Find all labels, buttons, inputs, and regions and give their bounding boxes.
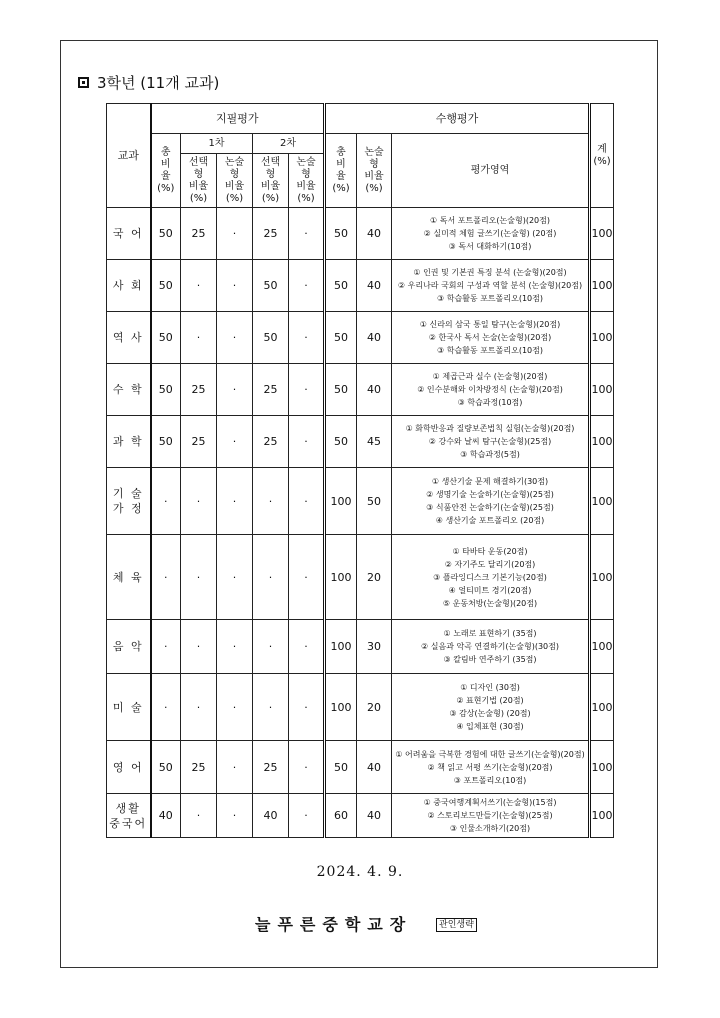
second-essay-cell: · [289, 620, 325, 674]
second-select-cell: 50 [253, 312, 289, 364]
total-cell: 100 [590, 416, 614, 468]
section-heading [78, 72, 219, 93]
area-cell [392, 312, 590, 364]
written-total-cell: · [151, 468, 181, 535]
perf-essay-cell: 40 [357, 794, 392, 838]
area-item: ① 타바타 운동(20점) [452, 546, 528, 556]
total-cell: 100 [590, 260, 614, 312]
area-item: ② 생명기술 논술하기(논술형)(25점) [426, 490, 554, 499]
area-item: ③ 인물소개하기(20점) [449, 824, 531, 833]
first-select-cell: · [181, 794, 217, 838]
subject-cell: 음 악 [107, 620, 151, 674]
area-item: ② 인수분해와 이차방정식 (논술형)(20점) [417, 385, 563, 394]
second-essay-cell: · [289, 416, 325, 468]
header-total: 계 (%) [590, 104, 614, 208]
total-cell: 100 [590, 741, 614, 794]
area-cell [392, 794, 590, 838]
total-cell: 100 [590, 364, 614, 416]
table-row [107, 620, 614, 674]
header-area: 평가영역 [392, 134, 590, 208]
area-item: ③ 포트폴리오(10점) [453, 775, 527, 785]
area-item: ① 제곱근과 실수 (논술형)(20점) [432, 372, 548, 381]
area-item: ③ 학습활동 포트폴리오(10점) [437, 294, 543, 303]
first-essay-cell: · [217, 535, 253, 620]
second-essay-cell: · [289, 364, 325, 416]
second-select-cell: · [253, 674, 289, 741]
area-item: ② 강수와 날씨 탐구(논술형)(25점) [428, 437, 552, 446]
first-select-cell: · [181, 312, 217, 364]
area-item: ① 노래로 표현하기 (35점) [443, 629, 537, 638]
area-item: ② 한국사 독서 논술(논술형)(20점) [428, 333, 552, 342]
area-item: ① 어려움을 극복한 경험에 대한 글쓰기(논술형)(20점) [395, 749, 585, 759]
table-row [107, 416, 614, 468]
perf-total-cell: 60 [325, 794, 357, 838]
written-total-cell: 50 [151, 312, 181, 364]
area-item: ② 표현기법 (20점) [456, 696, 524, 705]
area-item: ② 자기주도 달리기(20점) [444, 559, 536, 569]
header-performance: 수행평가 [325, 104, 590, 134]
first-essay-cell: · [217, 794, 253, 838]
first-essay-cell: · [217, 208, 253, 260]
perf-total-cell: 50 [325, 208, 357, 260]
table-row [107, 260, 614, 312]
second-essay-cell: · [289, 535, 325, 620]
header-written-total-ratio: 총 비 율 (%) [151, 134, 181, 208]
perf-essay-cell: 20 [357, 674, 392, 741]
written-total-cell: 50 [151, 416, 181, 468]
area-item: ④ 입체표현 (30점) [456, 722, 524, 731]
second-select-cell: 50 [253, 260, 289, 312]
second-select-cell: 25 [253, 741, 289, 794]
first-select-cell: 25 [181, 208, 217, 260]
second-select-cell: · [253, 620, 289, 674]
area-item: ③ 감상(논술형) (20점) [449, 709, 531, 718]
written-total-cell: 40 [151, 794, 181, 838]
first-essay-cell: · [217, 741, 253, 794]
perf-total-cell: 100 [325, 468, 357, 535]
header-second-exam: 2차 [253, 134, 325, 154]
evaluation-table [106, 103, 614, 838]
first-select-cell: 25 [181, 364, 217, 416]
signer-name: 늘푸른중학교장 [255, 915, 413, 934]
perf-essay-cell: 45 [357, 416, 392, 468]
header-perf-total-ratio: 총 비 율 (%) [325, 134, 357, 208]
first-select-cell: · [181, 674, 217, 741]
area-item: ② 책 읽고 서평 쓰기(논술형)(20점) [427, 762, 553, 772]
area-item: ① 디자인 (30점) [460, 683, 520, 692]
written-total-cell: · [151, 535, 181, 620]
written-total-cell: · [151, 620, 181, 674]
second-essay-cell: · [289, 468, 325, 535]
perf-total-cell: 50 [325, 260, 357, 312]
area-item: ① 독서 포트폴리오(논술형)(20점) [430, 216, 550, 225]
subject-cell: 미 술 [107, 674, 151, 741]
area-cell [392, 468, 590, 535]
subject-cell: 과 학 [107, 416, 151, 468]
perf-essay-cell: 30 [357, 620, 392, 674]
second-essay-cell: · [289, 674, 325, 741]
area-item: ③ 식품안전 논술하기(논술형)(25점) [426, 503, 554, 512]
table-row [107, 741, 614, 794]
area-cell [392, 208, 590, 260]
area-item: ④ 생산기술 포트폴리오 (20점) [435, 516, 545, 525]
first-select-cell: 25 [181, 741, 217, 794]
heading-text: 3학년 (11개 교과) [97, 74, 220, 92]
document-date: 2024. 4. 9. [316, 864, 404, 880]
area-item: ① 화학반응과 질량보존법칙 실험(논술형)(20점) [405, 424, 575, 433]
area-item: ③ 학습활동 포트폴리오(10점) [437, 346, 543, 355]
official-seal-note: 관인생략 [436, 918, 477, 932]
table-body [107, 208, 614, 838]
subject-cell: 기 술 가 정 [107, 468, 151, 535]
perf-essay-cell: 20 [357, 535, 392, 620]
area-item: ⑤ 운동처방(논술형)(20점) [442, 598, 538, 608]
area-item: ③ 학습과정(10점) [457, 398, 523, 407]
first-essay-cell: · [217, 364, 253, 416]
table-row [107, 468, 614, 535]
header-subject: 교과 [107, 104, 151, 208]
header-written: 지필평가 [151, 104, 325, 134]
first-select-cell: · [181, 468, 217, 535]
subject-cell: 생활 중국어 [107, 794, 151, 838]
subject-cell: 사 회 [107, 260, 151, 312]
perf-total-cell: 100 [325, 620, 357, 674]
first-select-cell: · [181, 620, 217, 674]
header-second-select-ratio: 선택 형 비율 (%) [253, 154, 289, 208]
area-cell [392, 364, 590, 416]
area-item: ④ 얼티미트 경기(20점) [448, 585, 532, 595]
total-cell: 100 [590, 468, 614, 535]
first-essay-cell: · [217, 468, 253, 535]
area-cell [392, 620, 590, 674]
area-item: ③ 독서 대화하기(10점) [448, 242, 532, 251]
total-cell: 100 [590, 620, 614, 674]
subject-cell: 영 어 [107, 741, 151, 794]
perf-total-cell: 100 [325, 535, 357, 620]
total-cell: 100 [590, 312, 614, 364]
table-row [107, 364, 614, 416]
total-cell: 100 [590, 535, 614, 620]
perf-essay-cell: 40 [357, 312, 392, 364]
perf-essay-cell: 40 [357, 208, 392, 260]
written-total-cell: 50 [151, 260, 181, 312]
total-cell: 100 [590, 674, 614, 741]
area-item: ② 스토리보드만들기(논술형)(25점) [427, 811, 553, 820]
first-select-cell: · [181, 260, 217, 312]
area-cell [392, 674, 590, 741]
area-item: ① 생산기술 문제 해결하기(30점) [431, 477, 549, 486]
second-essay-cell: · [289, 741, 325, 794]
area-item: ② 실음과 악곡 연결하기(논술형)(30점) [421, 642, 559, 651]
perf-total-cell: 50 [325, 312, 357, 364]
area-item: ③ 플라잉디스크 기본기능(20점) [433, 572, 547, 582]
header-first-select-ratio: 선택 형 비율 (%) [181, 154, 217, 208]
area-item: ① 신라의 삼국 통일 탐구(논술형)(20점) [419, 320, 561, 329]
first-essay-cell: · [217, 416, 253, 468]
table-row [107, 208, 614, 260]
perf-essay-cell: 50 [357, 468, 392, 535]
second-essay-cell: · [289, 794, 325, 838]
area-item: ② 실미적 체험 글쓰기(논술형) (20점) [423, 229, 557, 238]
total-cell: 100 [590, 208, 614, 260]
subject-cell: 국 어 [107, 208, 151, 260]
written-total-cell: · [151, 674, 181, 741]
header-first-essay-ratio: 논술 형 비율 (%) [217, 154, 253, 208]
table-row [107, 674, 614, 741]
header-first-exam: 1차 [181, 134, 253, 154]
perf-total-cell: 50 [325, 364, 357, 416]
second-select-cell: 40 [253, 794, 289, 838]
table-row [107, 535, 614, 620]
second-essay-cell: · [289, 312, 325, 364]
subject-cell: 수 학 [107, 364, 151, 416]
written-total-cell: 50 [151, 364, 181, 416]
second-select-cell: · [253, 535, 289, 620]
second-select-cell: 25 [253, 364, 289, 416]
square-bullet-icon [78, 77, 89, 88]
table-row [107, 794, 614, 838]
first-select-cell: · [181, 535, 217, 620]
area-cell [392, 416, 590, 468]
total-cell: 100 [590, 794, 614, 838]
area-item: ① 인권 및 기본권 특징 분석 (논술형)(20점) [413, 268, 567, 277]
perf-total-cell: 50 [325, 416, 357, 468]
second-essay-cell: · [289, 260, 325, 312]
area-item: ③ 학습과정(5점) [460, 450, 520, 459]
area-cell [392, 535, 590, 620]
area-item: ① 중국여행계획서쓰기(논술형)(15점) [423, 798, 557, 807]
second-select-cell: 25 [253, 416, 289, 468]
written-total-cell: 50 [151, 208, 181, 260]
second-select-cell: 25 [253, 208, 289, 260]
area-cell [392, 741, 590, 794]
second-select-cell: · [253, 468, 289, 535]
header-perf-essay-ratio: 논술 형 비율 (%) [357, 134, 392, 208]
written-total-cell: 50 [151, 741, 181, 794]
subject-cell: 체 육 [107, 535, 151, 620]
area-item: ③ 칼림바 연주하기 (35점) [443, 655, 537, 664]
area-cell [392, 260, 590, 312]
perf-total-cell: 50 [325, 741, 357, 794]
perf-total-cell: 100 [325, 674, 357, 741]
first-select-cell: 25 [181, 416, 217, 468]
first-essay-cell: · [217, 312, 253, 364]
perf-essay-cell: 40 [357, 741, 392, 794]
perf-essay-cell: 40 [357, 260, 392, 312]
area-item: ② 우리나라 국회의 구성과 역할 분석 (논술형)(20점) [397, 281, 583, 290]
subject-cell: 역 사 [107, 312, 151, 364]
first-essay-cell: · [217, 620, 253, 674]
perf-essay-cell: 40 [357, 364, 392, 416]
second-essay-cell: · [289, 208, 325, 260]
first-essay-cell: · [217, 674, 253, 741]
header-second-essay-ratio: 논술 형 비율 (%) [289, 154, 325, 208]
table-row [107, 312, 614, 364]
first-essay-cell: · [217, 260, 253, 312]
